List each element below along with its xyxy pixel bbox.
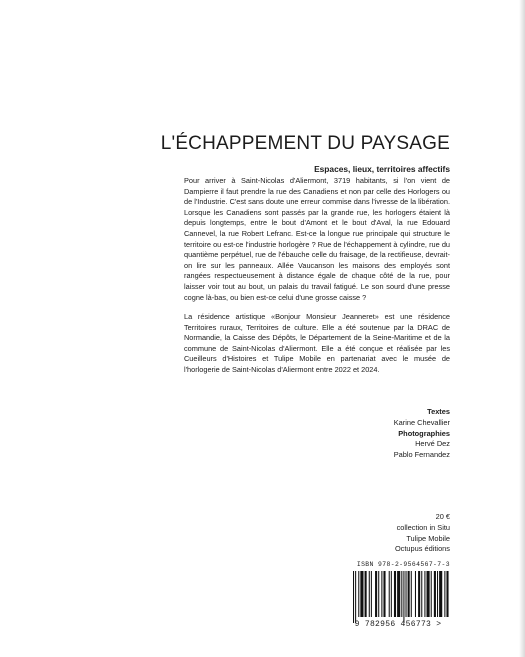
photographer: Hervé Dez bbox=[415, 439, 450, 449]
texts-label: Textes bbox=[427, 407, 450, 416]
photographer: Pablo Fernandez bbox=[393, 450, 450, 460]
barcode-bars bbox=[350, 571, 450, 623]
description-paragraph: Pour arriver à Saint-Nicolas d'Aliermont, 3719 habitants, si l'on vient de Dampierre il faut prendre la rue des Canadiens et non par celle des Horlogers ou de l'Industrie. C'est sans doute une erreur commise dans l'ivresse de la libération. Lorsque les Canadiens sont passés par la grande rue, les horlogers étaient là depuis longtemps, entre le bout d'Amont et le bout d'Aval, la rue Edouard Cannevel, la rue Robert Lefranc. Est-ce la longue rue principale qui structure le territoire ou est-ce l'industrie horlogère ? Rue de l'échappement à cylindre, rue du quantième perpétuel, rue de l'ébauche celle du fraisage, de la rectifieuse, devrait-on lire sur les panneaux. Allée Vaucanson les maisons des employés sont rangées respectueusement à distance égale de chaque côté de la rue, pour laisser voir tout au bout, un palais du travail fatigué. Le son sourd d'une presse cogne là-bas, ou bien est-ce celui d'une grosse caisse ? bbox=[184, 176, 450, 302]
spine-shadow bbox=[519, 0, 525, 657]
collection-name: collection in Situ bbox=[396, 522, 450, 532]
isbn-text: ISBN 978-2-9564567-7-3 bbox=[356, 561, 450, 568]
price: 20 € bbox=[435, 512, 450, 521]
book-title: L'ÉCHAPPEMENT DU PAYSAGE bbox=[160, 133, 450, 154]
photos-label: Photographies bbox=[398, 428, 450, 438]
texts-author: Karine Chevallier bbox=[393, 417, 450, 427]
publisher: Tulipe Mobile bbox=[406, 533, 450, 543]
coeditor: Octupus éditions bbox=[394, 544, 450, 554]
barcode-number: 9 782956 456773 > bbox=[354, 620, 442, 629]
book-subtitle: Espaces, lieux, territoires affectifs bbox=[314, 164, 450, 174]
credits-block bbox=[250, 407, 450, 461]
residency-paragraph: La résidence artistique «Bonjour Monsieur Jeanneret» est une résidence Territoires ruraux, Territoires de culture. Elle a été soutenue par la DRAC de Normandie, la Caisse des Dépôts, le Département de la Seine-Maritime et de la commune de Saint-Nicolas d'Aliermont. Elle a été conçue et réalisée par les Cueilleurs d'Histoires et Tulipe Mobile en partenariat avec le musée de l'horlogerie de Saint-Nicolas d'Aliermont entre 2022 et 2024. bbox=[184, 312, 450, 374]
publication-info bbox=[250, 512, 450, 555]
